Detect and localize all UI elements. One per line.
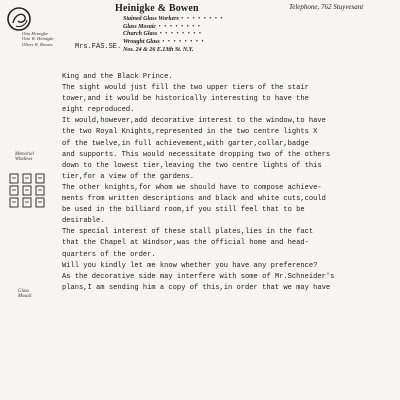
- trade-item: Wrought Glass • • •: [123, 39, 224, 47]
- body-line: quarters of the order.: [62, 250, 156, 259]
- body-line: King and the Black Prince.: [62, 73, 173, 81]
- body-line: As the decorative side may interfere with some of Mr.Schneider's: [62, 272, 335, 281]
- body-line: Will you kindly let me know whether you have any preference?: [62, 261, 318, 270]
- partner-name: Oliver R. Bowen: [22, 41, 53, 47]
- letter-body: [62, 72, 400, 294]
- partner-name: Otto Heinigke: [22, 31, 48, 36]
- body-line: of the twelve,in full achievement,with garter,collar,badge: [62, 139, 309, 148]
- body-line: down to the lowest tier,leaving the two centre lights of this: [62, 161, 322, 170]
- body-line: The sight would just fill the two upper tiers of the stair: [62, 84, 309, 93]
- body-line: that the Chapel at Windsor,was the official home and head-: [62, 239, 309, 248]
- window-lights-sketch: [8, 172, 54, 210]
- margin-note-memorial-windows: [15, 152, 34, 163]
- trade-item: Glass Mosaic • • •: [123, 24, 224, 32]
- margin-note-glass-mosaic: [18, 289, 32, 300]
- body-line: plans,I am sending him a copy of this,in order that we may have: [62, 283, 331, 292]
- body-line: ments from written descriptions and black and white cuts,could: [62, 195, 326, 204]
- body-line: be used in the billiard room,if you still feel that to be: [62, 206, 305, 215]
- trade-item: Stained Glass Workers • • •: [123, 16, 224, 24]
- margin-note-line: Mosaic: [18, 294, 33, 300]
- reference-initials: Mrs.FAS.SE.: [75, 43, 122, 51]
- body-line: It would,however,add decorative interest to the window,to have: [62, 117, 326, 126]
- body-line: desirable.: [62, 217, 105, 226]
- margin-note-line: Memorial: [15, 152, 34, 157]
- trade-item: Church Glass • • •: [123, 31, 224, 39]
- firm-monogram-logo: [6, 6, 32, 32]
- margin-note-line: Glass: [18, 289, 29, 294]
- firm-address: Nos. 24 & 26 E.13th St. N.Y.: [123, 47, 194, 53]
- partner-names: [22, 31, 54, 47]
- telephone-line: Telephone, 762 Stuyvesant: [289, 3, 364, 11]
- firm-name: Heinigke & Bowen: [115, 3, 199, 14]
- body-line: tier,for a view of the gardens.: [62, 172, 194, 181]
- body-line: tower,and it would be historically interesting to have the: [62, 95, 309, 104]
- trades-list: [123, 16, 224, 46]
- body-line: and supports. This would necessitate dropping two of the others: [62, 150, 331, 159]
- body-line: the two Royal Knights,represented in the two centre lights X: [62, 128, 318, 137]
- body-line: The special interest of these stall plates,lies in the fact: [62, 228, 314, 237]
- margin-note-line: Windows: [15, 157, 33, 163]
- body-line: eight reproduced.: [62, 106, 135, 115]
- body-line: The other knights,for whom we should have to compose achieve-: [62, 183, 322, 192]
- partner-name: Otto W. Heinigke: [22, 36, 54, 42]
